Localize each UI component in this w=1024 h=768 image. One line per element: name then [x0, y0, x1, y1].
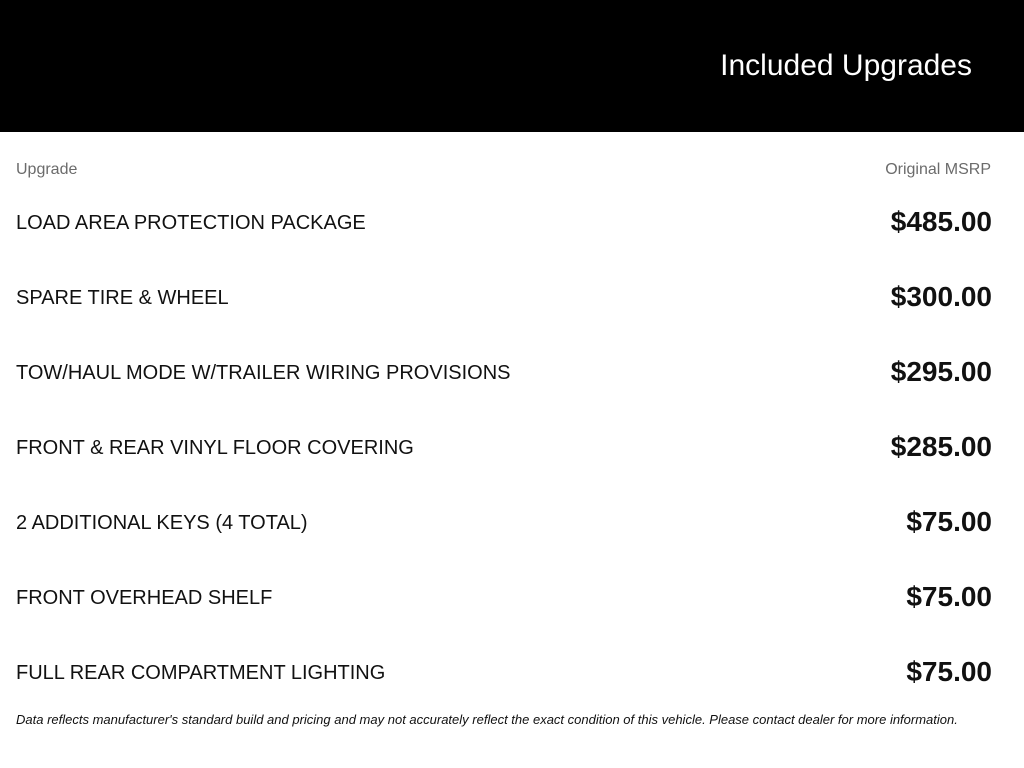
list-item — [0, 410, 1024, 485]
list-item — [0, 260, 1024, 335]
column-header-upgrade: Upgrade — [16, 161, 78, 178]
upgrade-price: $285.00 — [890, 431, 992, 462]
upgrades-list — [0, 185, 1024, 710]
list-item — [0, 635, 1024, 710]
upgrade-name: TOW/HAUL MODE W/TRAILER WIRING PROVISIONS — [16, 362, 511, 384]
disclaimer-text: Data reflects manufacturer's standard build and pricing and may not accurately reflect the exact condition of this vehicle. Please contact dealer for more information. — [16, 712, 958, 727]
upgrade-price: $300.00 — [890, 281, 992, 312]
upgrade-price: $75.00 — [906, 656, 992, 687]
column-header-msrp: Original MSRP — [885, 161, 991, 178]
upgrade-price: $75.00 — [906, 581, 992, 612]
list-item — [0, 485, 1024, 560]
upgrade-price: $485.00 — [890, 206, 992, 237]
upgrade-name: FRONT & REAR VINYL FLOOR COVERING — [16, 437, 414, 459]
upgrade-name: 2 ADDITIONAL KEYS (4 TOTAL) — [16, 512, 308, 534]
page-title: Included Upgrades — [720, 49, 972, 82]
list-item — [0, 185, 1024, 260]
upgrade-name: FULL REAR COMPARTMENT LIGHTING — [16, 662, 386, 684]
upgrade-name: SPARE TIRE & WHEEL — [16, 287, 229, 309]
upgrade-name: FRONT OVERHEAD SHELF — [16, 587, 273, 609]
upgrade-name: LOAD AREA PROTECTION PACKAGE — [16, 212, 366, 234]
upgrade-price: $295.00 — [890, 356, 992, 387]
upgrade-price: $75.00 — [906, 506, 992, 537]
list-item — [0, 560, 1024, 635]
list-item — [0, 335, 1024, 410]
header-bar — [0, 0, 1024, 132]
